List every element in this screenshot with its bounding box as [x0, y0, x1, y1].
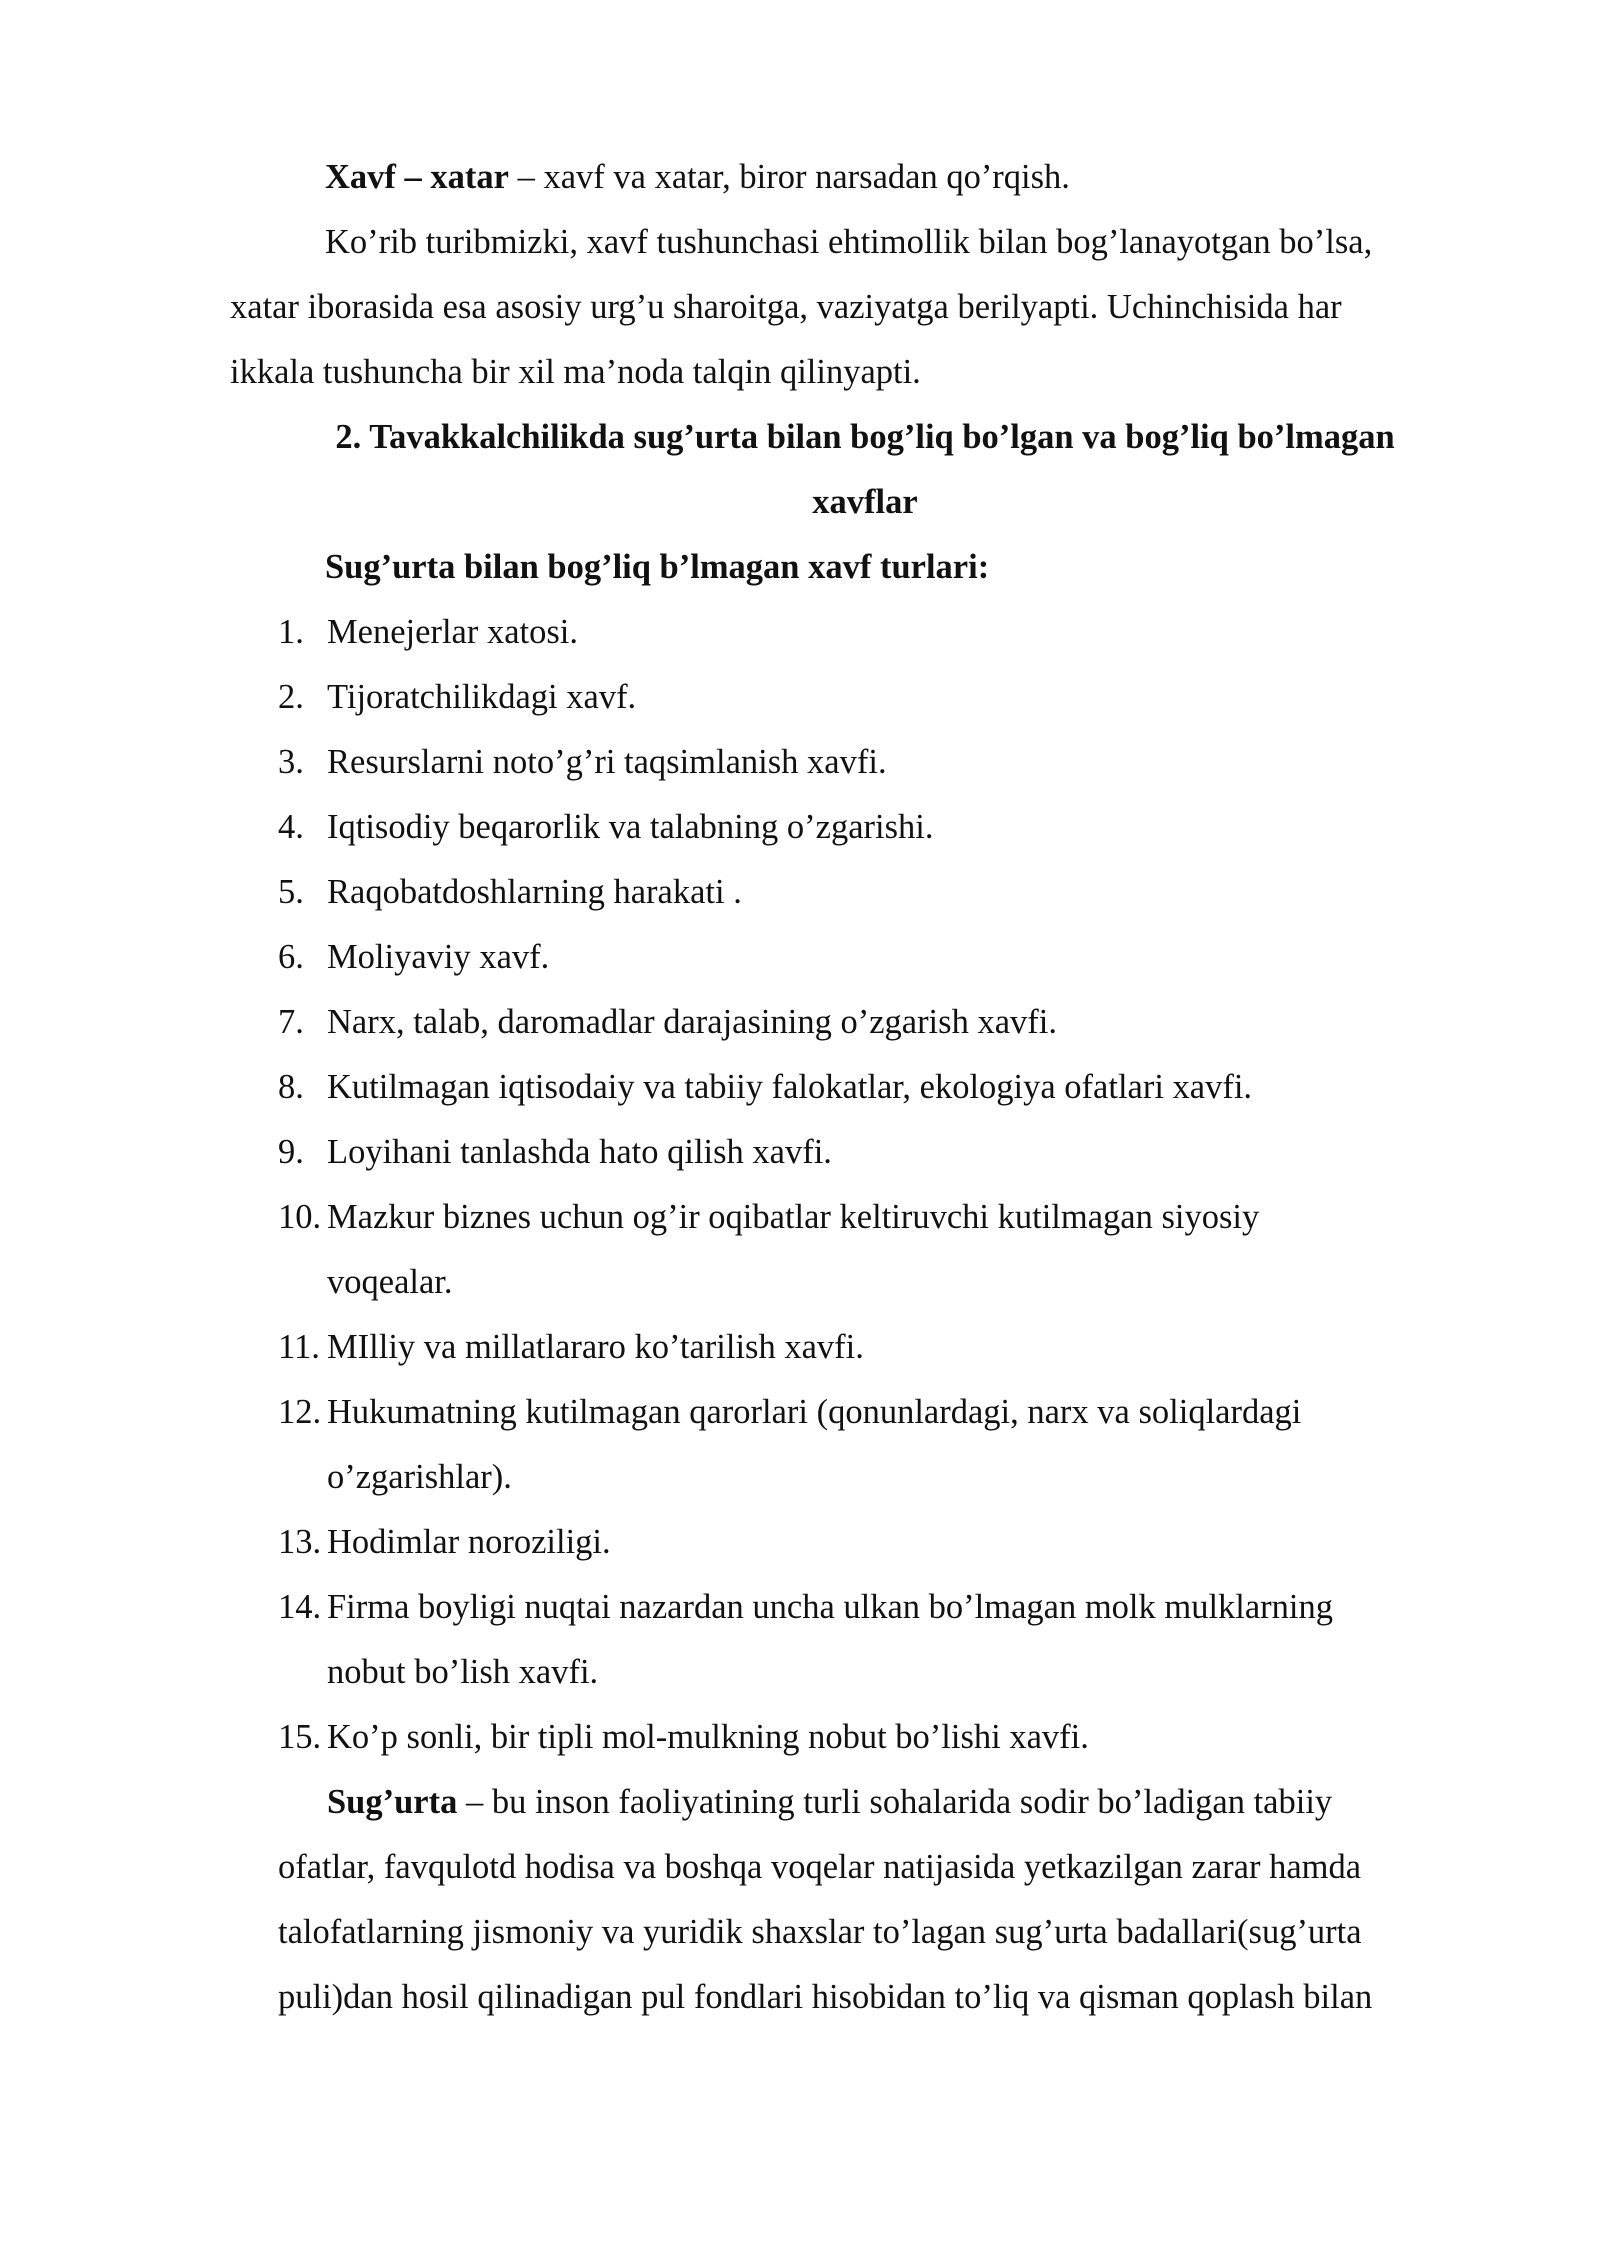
list-item-number: 9. — [278, 1133, 304, 1171]
list-item-text: Hodimlar noroziligi. — [327, 1523, 611, 1561]
list-item-text: Menejerlar xatosi. — [327, 613, 578, 651]
list-item-text-continuation: voqealar. — [327, 1263, 453, 1301]
list-item-text: Hukumatning kutilmagan qarorlari (qonunlardagi, narx va soliqlardagi — [327, 1393, 1302, 1431]
list-item-number: 5. — [278, 873, 304, 911]
definition-sugurta-line-1 — [327, 1770, 1332, 1835]
term-sugurta: Sug’urta — [327, 1783, 458, 1821]
list-item-text: Kutilmagan iqtisodaiy va tabiiy falokatlar, ekologiya ofatlari xavfi. — [327, 1068, 1253, 1106]
definition-sugurta-line-4: puli)dan hosil qilinadigan pul fondlari hisobidan to’liq va qisman qoplash bilan — [278, 1978, 1373, 2016]
definition-sugurta-line-2: ofatlar, favqulotd hodisa va boshqa voqelar natijasida yetkazilgan zarar hamda — [278, 1848, 1362, 1886]
definition-sugurta-text: – bu inson faoliyatining turli sohalarida sodir bo’ladigan tabiiy — [457, 1783, 1333, 1821]
definition-sugurta-line-3: talofatlarning jismoniy va yuridik shaxslar to’lagan sug’urta badallari(sug’urta — [278, 1913, 1362, 1951]
list-item-number: 8. — [278, 1068, 304, 1106]
list-item-text: Ko’p sonli, bir tipli mol-mulkning nobut bo’lishi xavfi. — [327, 1718, 1089, 1756]
section-heading-line-1: 2. Tavakkalchilikda sug’urta bilan bog’liq bo’lgan va bog’liq bo’lmagan — [335, 418, 1395, 456]
list-item-text: MIlliy va millatlararo ko’tarilish xavfi. — [327, 1328, 864, 1366]
list-item-number: 13. — [278, 1523, 322, 1561]
list-item-text: Firma boyligi nuqtai nazardan uncha ulkan bo’lmagan molk mulklarning — [327, 1588, 1334, 1626]
list-item-text: Raqobatdoshlarning harakati . — [327, 873, 742, 911]
list-item-text-continuation: nobut bo’lish xavfi. — [327, 1653, 599, 1691]
list-item-number: 6. — [278, 938, 304, 976]
list-item-text: Loyihani tanlashda hato qilish xavfi. — [327, 1133, 832, 1171]
list-item-number: 12. — [278, 1393, 322, 1431]
list-item-number: 15. — [278, 1718, 322, 1756]
term-xavf-xatar-text: – xavf va xatar, biror narsadan qo’rqish. — [508, 158, 1070, 196]
list-item-text: Moliyaviy xavf. — [327, 938, 550, 976]
list-item-text: Iqtisodiy beqarorlik va talabning o’zgarishi. — [327, 808, 934, 846]
intro-paragraph-line-2: xatar iborasida esa asosiy urg’u sharoitga, vaziyatga berilyapti. Uchinchisida har — [230, 288, 1342, 326]
intro-paragraph-line-1: Ko’rib turibmizki, xavf tushunchasi ehtimollik bilan bog’lanayotgan bo’lsa, — [325, 223, 1373, 261]
list-item-number: 10. — [278, 1198, 322, 1236]
list-item-text: Resurslarni noto’g’ri taqsimlanish xavfi. — [327, 743, 887, 781]
term-xavf-xatar: Xavf – xatar — [325, 158, 509, 196]
list-item-text: Tijoratchilikdagi xavf. — [327, 678, 637, 716]
list-item-number: 7. — [278, 1003, 304, 1041]
list-item-number: 4. — [278, 808, 304, 846]
list-item-number: 3. — [278, 743, 304, 781]
list-item-number: 11. — [278, 1328, 320, 1366]
term-definition-xavf-xatar — [325, 145, 1070, 210]
list-item-text: Mazkur biznes uchun og’ir oqibatlar keltiruvchi kutilmagan siyosiy — [327, 1198, 1260, 1236]
list-item-text-continuation: o’zgarishlar). — [327, 1458, 512, 1496]
list-item-number: 1. — [278, 613, 304, 651]
intro-paragraph-line-3: ikkala tushuncha bir xil ma’noda talqin qilinyapti. — [230, 353, 921, 391]
list-item-number: 2. — [278, 678, 304, 716]
list-subheading: Sug’urta bilan bog’liq b’lmagan xavf turlari: — [325, 548, 990, 586]
list-item-text: Narx, talab, daromadlar darajasining o’zgarish xavfi. — [327, 1003, 1057, 1041]
list-item-number: 14. — [278, 1588, 322, 1626]
section-heading-line-2: xavflar — [812, 483, 918, 521]
